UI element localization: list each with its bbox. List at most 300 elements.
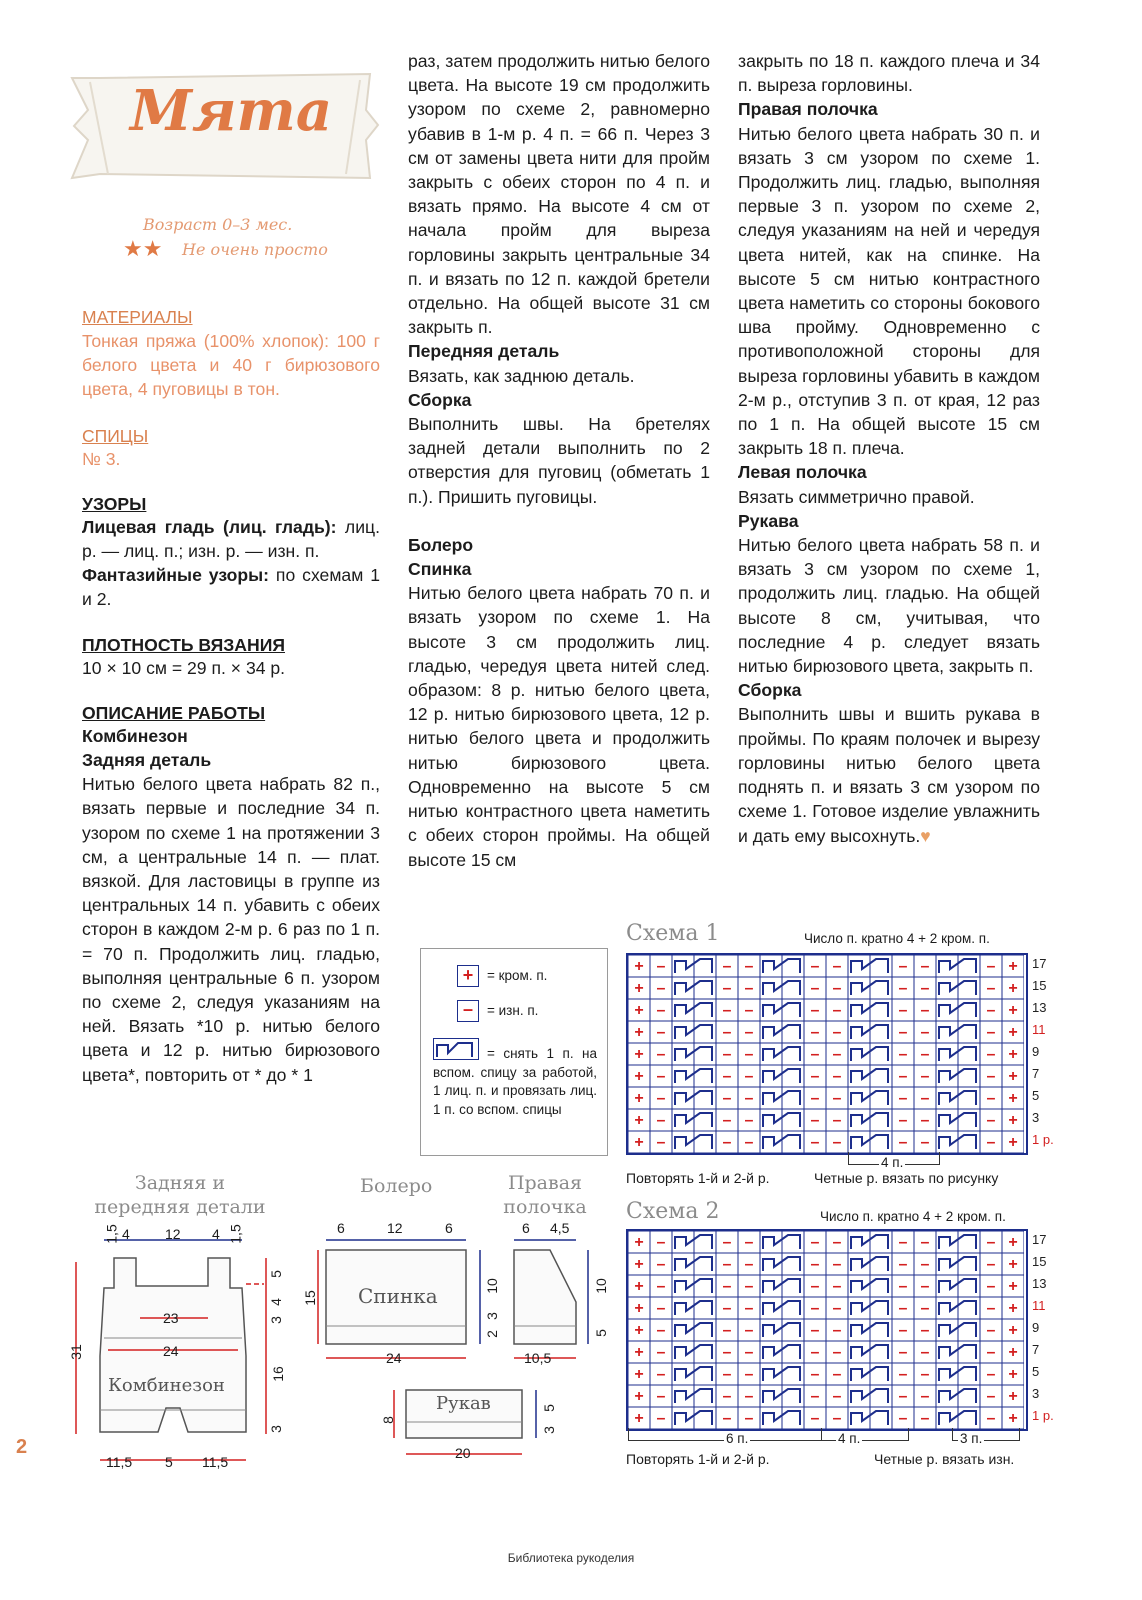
purl-cell: – — [656, 1322, 666, 1339]
edge-cell: + — [634, 1068, 644, 1085]
purl-cell: – — [810, 1024, 820, 1041]
edge-cell: + — [1008, 1112, 1018, 1129]
purl-cell: – — [986, 1300, 996, 1317]
d3-right-10: 10 — [592, 1278, 609, 1294]
purl-cell: – — [722, 980, 732, 997]
row-number: 1 р. — [1032, 1408, 1054, 1423]
purl-cell: – — [744, 980, 754, 997]
edge-cell: + — [1008, 1134, 1018, 1151]
row-number: 9 — [1032, 1044, 1040, 1059]
final-assembly-text — [738, 702, 1040, 847]
scheme2-footer-left: Повторять 1-й и 2-й р. — [626, 1451, 770, 1467]
d1-bottom-2: 5 — [165, 1454, 173, 1470]
edge-cell: + — [1008, 1410, 1018, 1427]
d1-right-5: 5 — [267, 1270, 284, 1278]
d1-right-3: 3 — [267, 1316, 284, 1324]
row-number: 11 — [1032, 1298, 1046, 1313]
d1-top-3: 12 — [165, 1226, 181, 1242]
purl-cell: – — [920, 1344, 930, 1361]
d2-height-15: 15 — [301, 1290, 318, 1306]
purl-cell: – — [744, 1344, 754, 1361]
purl-cell: – — [986, 1134, 996, 1151]
purl-cell: – — [920, 1366, 930, 1383]
purl-cell: – — [920, 1046, 930, 1063]
edge-cell: + — [1008, 980, 1018, 997]
edge-cell: + — [634, 1112, 644, 1129]
purl-cell: – — [898, 1068, 908, 1085]
edge-cell: + — [634, 1234, 644, 1251]
purl-cell: – — [810, 1234, 820, 1251]
d1-top-2: 4 — [122, 1226, 130, 1242]
edge-cell: + — [634, 1090, 644, 1107]
row-number: 5 — [1032, 1364, 1040, 1379]
purl-cell: – — [744, 1300, 754, 1317]
edge-cell: + — [1008, 1090, 1018, 1107]
purl-cell: – — [986, 1388, 996, 1405]
sleeves-heading: Рукава — [738, 510, 799, 531]
scheme1-note: Число п. кратно 4 + 2 кром. п. — [804, 931, 990, 946]
purl-cell: – — [810, 958, 820, 975]
scheme1-grid — [626, 953, 1028, 1155]
legend-edge: = кром. п. — [487, 968, 548, 983]
row-number: 17 — [1032, 1232, 1047, 1247]
purl-cell: – — [920, 1024, 930, 1041]
purl-cell: – — [986, 1002, 996, 1019]
purl-cell: – — [898, 1278, 908, 1295]
materials-text: Тонкая пряжа (100% хлопок): 100 г белого цвета и 40 г бирюзового цвета, 4 пуговицы в тон. — [82, 331, 380, 400]
d1-bottom-3: 11,5 — [202, 1454, 229, 1470]
edge-cell: + — [1008, 1256, 1018, 1273]
row-number: 7 — [1032, 1342, 1040, 1357]
purl-cell: – — [744, 1046, 754, 1063]
purl-cell: – — [832, 1112, 842, 1129]
purl-cell: – — [832, 1134, 842, 1151]
purl-cell: – — [656, 1366, 666, 1383]
purl-cell: – — [920, 1410, 930, 1427]
purl-cell: – — [986, 1278, 996, 1295]
purl-cell: – — [832, 1322, 842, 1339]
purl-cell: – — [656, 1134, 666, 1151]
purl-cell: – — [920, 980, 930, 997]
row-number: 5 — [1032, 1088, 1040, 1103]
purl-cell: – — [832, 1388, 842, 1405]
bolero-heading: Болеро — [408, 534, 474, 555]
purl-cell: – — [920, 1322, 930, 1339]
edge-cell: + — [634, 1366, 644, 1383]
assembly-text: Выполнить швы. На бретелях задней детали выполнить по 2 отверстия для пуговиц (обметать 1 п.). Пришить пуговицы. — [408, 414, 710, 507]
d2-width-24: 24 — [386, 1350, 402, 1366]
purl-cell: – — [656, 958, 666, 975]
purl-cell: – — [986, 1046, 996, 1063]
scheme1-title: Схема 1 — [626, 921, 720, 946]
scheme2-footer-right: Четные р. вязать изн. — [874, 1451, 1015, 1467]
row-number: 13 — [1032, 1000, 1047, 1015]
row-number: 1 р. — [1032, 1132, 1054, 1147]
overall-heading: Комбинезон — [82, 725, 188, 746]
purl-cell: – — [744, 1090, 754, 1107]
d3-right-5: 5 — [592, 1329, 609, 1337]
p1-rest: лиц. р. — лиц. п.; изн. р. — изн. п. — [82, 516, 380, 562]
final-assembly-body: Выполнить швы и вшить рукава в проймы. По краям полочек и вырезу горловины нитью белого цвета поднять п. и вязать 3 см узором по схеме 1. Готовое изделие увлажнить и дать ему высохнуть. — [738, 704, 1040, 846]
edge-cell: + — [1008, 1322, 1018, 1339]
row-number: 7 — [1032, 1066, 1040, 1081]
scheme1-repeat-label: 4 п. — [881, 1155, 904, 1170]
edge-cell: + — [634, 958, 644, 975]
purl-cell: – — [722, 1410, 732, 1427]
purl-cell: – — [898, 1256, 908, 1273]
scheme2-title: Схема 2 — [626, 1199, 720, 1224]
purl-cell: – — [810, 1410, 820, 1427]
edge-cell: + — [1008, 1024, 1018, 1041]
purl-cell: – — [920, 1134, 930, 1151]
d1-top-1: 1,5 — [103, 1224, 120, 1244]
back2-heading: Спинка — [408, 559, 472, 580]
row-number: 13 — [1032, 1276, 1047, 1291]
purl-cell: – — [920, 1112, 930, 1129]
purl-cell: – — [656, 1002, 666, 1019]
purl-cell: – — [920, 958, 930, 975]
purl-cell: – — [722, 1046, 732, 1063]
purl-cell: – — [898, 1344, 908, 1361]
purl-cell: – — [986, 1112, 996, 1129]
purl-cell: – — [744, 1234, 754, 1251]
d1-top-4: 4 — [212, 1226, 220, 1242]
purl-cell: – — [920, 1256, 930, 1273]
d4-right-5: 5 — [540, 1404, 557, 1412]
d4-width: 20 — [455, 1445, 471, 1461]
purl-cell: – — [920, 1068, 930, 1085]
purl-cell: – — [722, 1002, 732, 1019]
purl-cell: – — [810, 980, 820, 997]
needles-text: № 3. — [82, 448, 121, 469]
right-column — [738, 49, 1040, 848]
page-title: Мята — [130, 78, 333, 144]
p1-bold: Лицевая гладь (лиц. гладь): — [82, 516, 337, 537]
purl-cell: – — [898, 1388, 908, 1405]
patterns-heading: УЗОРЫ — [82, 493, 147, 514]
edge-cell: + — [634, 1300, 644, 1317]
middle-column — [408, 49, 710, 872]
row-number: 17 — [1032, 956, 1047, 971]
purl-cell: – — [898, 958, 908, 975]
purl-cell: – — [722, 1256, 732, 1273]
scheme2-note: Число п. кратно 4 + 2 кром. п. — [820, 1209, 1006, 1224]
left-front-text: Вязать симметрично правой. — [738, 486, 975, 507]
purl-cell: – — [810, 1344, 820, 1361]
diagram3-title: Правая полочка — [503, 1172, 587, 1218]
row-number: 15 — [1032, 978, 1047, 993]
purl-cell: – — [898, 1024, 908, 1041]
edge-cell: + — [634, 1278, 644, 1295]
edge-cell: + — [634, 1024, 644, 1041]
purl-stitch-icon: – — [457, 1000, 479, 1022]
purl-cell: – — [898, 1134, 908, 1151]
d1-bottom-1: 11,5 — [106, 1454, 133, 1470]
purl-cell: – — [656, 1234, 666, 1251]
purl-cell: – — [986, 1234, 996, 1251]
p2-rest: по схемам 1 и 2. — [82, 565, 381, 610]
purl-cell: – — [744, 1388, 754, 1405]
row-number: 9 — [1032, 1320, 1040, 1335]
edge-cell: + — [634, 1046, 644, 1063]
purl-cell: – — [722, 1300, 732, 1317]
heart-icon: ♥ — [920, 825, 931, 846]
purl-cell: – — [656, 1090, 666, 1107]
purl-cell: – — [656, 980, 666, 997]
edge-cell: + — [1008, 1300, 1018, 1317]
d1-right-4: 4 — [267, 1298, 284, 1306]
left-front-heading: Левая полочка — [738, 462, 867, 483]
back2-text: Нитью белого цвета набрать 70 п. и вязать узором по схеме 1. На высоте 3 см продолжить лиц. гладью, чередуя цвета нитей след. образом: 8 р. нитью белого цвета, 12 р. нитью бирюзового цвета, 12 р. нитью белого цвета и продолжить нитью бирюзового цвета. Одновременно на высоте 5 см нитью контрастного цвета наметить с обеих сторон проймы. На общей высоте 15 см — [408, 583, 710, 870]
purl-cell: – — [744, 1410, 754, 1427]
purl-cell: – — [656, 1388, 666, 1405]
purl-cell: – — [810, 1366, 820, 1383]
edge-cell: + — [634, 1388, 644, 1405]
front-text: Вязать, как заднюю деталь. — [408, 365, 635, 386]
purl-cell: – — [832, 1256, 842, 1273]
edge-cell: + — [634, 1134, 644, 1151]
purl-cell: – — [810, 1322, 820, 1339]
scheme2-brace-2 — [820, 1428, 909, 1441]
d2-part-label: Спинка — [358, 1284, 438, 1308]
d4-height: 8 — [379, 1416, 396, 1424]
edge-cell: + — [634, 1256, 644, 1273]
purl-cell: – — [810, 1046, 820, 1063]
back-text: Нитью белого цвета набрать 82 п., вязать первые и последние 34 п. узором по схеме 1 на протяжении 3 см, а центральные 14 п. — плат. вязкой. Для ластовицы в группе из центральных 14 п. убавить с обеих сторон в каждом 2-м р. 6 раз по 1 п. = 70 п. Продолжить лиц. гладью, выполняя центральные 6 п. узором по схеме 2, следуя указаниям на ней. Вязать *10 р. нитью белого цвета и 12 р. нитью бирюзового цвета*, повторить от * до * 1 — [82, 774, 380, 1085]
purl-cell: – — [898, 1366, 908, 1383]
purl-cell: – — [986, 1024, 996, 1041]
diagram1-title: Задняя и передняя детали — [94, 1172, 266, 1218]
footer-text: Библиотека рукоделия — [507, 1551, 635, 1565]
row-number: 3 — [1032, 1110, 1040, 1125]
row-number: 3 — [1032, 1386, 1040, 1401]
scheme1-footer-right: Четные р. вязать по рисунку — [814, 1170, 999, 1186]
purl-cell: – — [810, 1090, 820, 1107]
d1-height-31: 31 — [67, 1344, 84, 1360]
d1-right-16: 16 — [269, 1366, 286, 1382]
purl-cell: – — [898, 1112, 908, 1129]
page-number: 2 — [16, 1436, 28, 1458]
purl-cell: – — [810, 1278, 820, 1295]
purl-cell: – — [722, 1344, 732, 1361]
purl-cell: – — [744, 1322, 754, 1339]
edge-cell: + — [634, 1410, 644, 1427]
purl-cell: – — [656, 1300, 666, 1317]
purl-cell: – — [832, 1002, 842, 1019]
purl-cell: – — [656, 1256, 666, 1273]
edge-cell: + — [634, 1344, 644, 1361]
purl-cell: – — [986, 1410, 996, 1427]
purl-cell: – — [986, 958, 996, 975]
diagram1-jumpsuit — [60, 1222, 300, 1482]
left-column — [82, 307, 380, 1087]
purl-cell: – — [744, 1002, 754, 1019]
purl-cell: – — [810, 1256, 820, 1273]
purl-cell: – — [810, 1388, 820, 1405]
purl-cell: – — [810, 1300, 820, 1317]
row-number: 15 — [1032, 1254, 1047, 1269]
purl-cell: – — [986, 1366, 996, 1383]
density-heading: ПЛОТНОСТЬ ВЯЗАНИЯ — [82, 634, 285, 655]
d4-right-3: 3 — [540, 1426, 557, 1434]
legend-cable: = снять 1 п. на вспом. спицу за работой, 1 лиц. п. и провязать лиц. 1 п. со вспом. спицы — [433, 1046, 597, 1117]
purl-cell: – — [744, 1278, 754, 1295]
purl-cell: – — [656, 1068, 666, 1085]
purl-cell: – — [832, 1300, 842, 1317]
edge-cell: + — [1008, 1344, 1018, 1361]
purl-cell: – — [810, 1112, 820, 1129]
edge-cell: + — [1008, 1366, 1018, 1383]
purl-cell: – — [986, 1322, 996, 1339]
work-heading: ОПИСАНИЕ РАБОТЫ — [82, 702, 266, 723]
purl-cell: – — [810, 1002, 820, 1019]
purl-cell: – — [832, 1068, 842, 1085]
purl-cell: – — [744, 1112, 754, 1129]
purl-cell: – — [920, 1090, 930, 1107]
legend-purl: = изн. п. — [487, 1003, 539, 1018]
edge-cell: + — [1008, 1278, 1018, 1295]
purl-cell: – — [722, 1024, 732, 1041]
purl-cell: – — [898, 1046, 908, 1063]
diagram2-title: Болеро — [360, 1175, 433, 1197]
purl-cell: – — [744, 958, 754, 975]
purl-cell: – — [986, 1068, 996, 1085]
d2-right-3: 3 — [483, 1312, 500, 1320]
purl-cell: – — [986, 980, 996, 997]
purl-cell: – — [810, 1134, 820, 1151]
final-assembly-heading: Сборка — [738, 680, 802, 701]
purl-cell: – — [744, 1256, 754, 1273]
purl-cell: – — [832, 958, 842, 975]
purl-cell: – — [986, 1090, 996, 1107]
d1-width-24: 24 — [163, 1343, 179, 1359]
purl-cell: – — [832, 1366, 842, 1383]
purl-cell: – — [832, 1234, 842, 1251]
purl-cell: – — [722, 1234, 732, 1251]
p2-bold: Фантазийные узоры: — [82, 565, 270, 586]
purl-cell: – — [898, 1090, 908, 1107]
purl-cell: – — [832, 1278, 842, 1295]
d1-part-label: Комбинезон — [108, 1375, 225, 1396]
d2-top-2: 12 — [387, 1220, 403, 1236]
purl-cell: – — [986, 1344, 996, 1361]
d2-right-2: 2 — [483, 1330, 500, 1338]
purl-cell: – — [722, 1134, 732, 1151]
scheme2-grid — [626, 1229, 1028, 1431]
d2-right-10: 10 — [483, 1278, 500, 1294]
mid-text-1: раз, затем продолжить нитью белого цвета. На высоте 19 см продолжить узором по схеме 2, равномерно убавив в 1-м р. 4 п. = 66 п. Через 3 см от замены цвета нити для пройм закрыть с обеих сторон по 4 п. и вязать прямо. На высоте 4 см от начала пройм для выреза горловины закрыть центральные 34 п. и вязать по 12 п. каждой бретели отдельно. На общей высоте 31 см закрыть п. — [408, 51, 710, 338]
right-text-1: закрыть по 18 п. каждого плеча и 34 п. выреза горловины. — [738, 51, 1040, 96]
purl-cell: – — [722, 1278, 732, 1295]
sleeves-text: Нитью белого цвета набрать 58 п. и вязать 3 см узором по схеме 1, продолжить лиц. гладью. На общей высоте 8 см, учитывая, что последние 4 р. следует вязать нитью бирюзового цвета, закрыть п. — [738, 535, 1040, 677]
right-front-text: Нитью белого цвета набрать 30 п. и вязать 3 см узором по схеме 1. Продолжить лиц. гладью, выполняя первые 3 п. узором по схеме 2, следуя указаниям на ней и чередуя цвета нитей, как на спинке. На высоте 5 см нитью контрастного цвета наметить со стороны бокового шва пройму. Одновременно с противоположной стороны для выреза горловины убавить в каждом 2-м р., отступив 3 п. от края, 12 раз по 1 п. На общей высоте 15 см закрыть 18 п. плеча. — [738, 123, 1040, 459]
d1-width-23: 23 — [163, 1310, 179, 1326]
purl-cell: – — [744, 1024, 754, 1041]
front-heading: Передняя деталь — [408, 341, 560, 362]
purl-cell: – — [656, 1046, 666, 1063]
d3-width: 10,5 — [524, 1350, 552, 1366]
legend-box — [420, 948, 608, 1156]
scheme2-brace-2-label: 4 п. — [838, 1431, 861, 1446]
d2-top-1: 6 — [337, 1220, 345, 1236]
purl-cell: – — [722, 1090, 732, 1107]
density-text: 10 × 10 см = 29 п. × 34 р. — [82, 657, 286, 678]
purl-cell: – — [744, 1366, 754, 1383]
purl-cell: – — [656, 1344, 666, 1361]
purl-cell: – — [722, 1112, 732, 1129]
edge-cell: + — [1008, 1068, 1018, 1085]
edge-stitch-icon: + — [457, 965, 479, 987]
purl-cell: – — [832, 1024, 842, 1041]
purl-cell: – — [810, 1068, 820, 1085]
stars-icon: ★★ — [123, 236, 163, 261]
patterns-text-2 — [82, 563, 380, 611]
purl-cell: – — [898, 1002, 908, 1019]
purl-cell: – — [744, 1068, 754, 1085]
edge-cell: + — [1008, 1046, 1018, 1063]
back-heading: Задняя деталь — [82, 750, 212, 771]
purl-cell: – — [920, 1300, 930, 1317]
purl-cell: – — [920, 1002, 930, 1019]
edge-cell: + — [634, 980, 644, 997]
d2-top-3: 6 — [445, 1220, 453, 1236]
purl-cell: – — [832, 1410, 842, 1427]
right-front-heading: Правая полочка — [738, 99, 878, 120]
d1-top-5: 1,5 — [227, 1224, 244, 1244]
age-label: Возраст 0–3 мес. — [143, 215, 293, 234]
purl-cell: – — [722, 1366, 732, 1383]
purl-cell: – — [832, 1046, 842, 1063]
purl-cell: – — [656, 1410, 666, 1427]
needles-heading: СПИЦЫ — [82, 425, 149, 446]
d4-part-label: Рукав — [436, 1393, 491, 1414]
purl-cell: – — [920, 1388, 930, 1405]
edge-cell: + — [634, 1322, 644, 1339]
purl-cell: – — [898, 1234, 908, 1251]
purl-cell: – — [722, 1322, 732, 1339]
d1-right-3b: 3 — [267, 1425, 284, 1433]
purl-cell: – — [986, 1256, 996, 1273]
purl-cell: – — [744, 1134, 754, 1151]
purl-cell: – — [920, 1234, 930, 1251]
purl-cell: – — [832, 1090, 842, 1107]
purl-cell: – — [832, 1344, 842, 1361]
difficulty-label: Не очень просто — [182, 240, 328, 259]
purl-cell: – — [898, 980, 908, 997]
purl-cell: – — [898, 1410, 908, 1427]
materials-heading: МАТЕРИАЛЫ — [82, 307, 193, 327]
scheme1-footer-left: Повторять 1-й и 2-й р. — [626, 1170, 770, 1186]
purl-cell: – — [832, 980, 842, 997]
purl-cell: – — [722, 1388, 732, 1405]
scheme2-brace-3-label: 3 п. — [960, 1431, 983, 1446]
purl-cell: – — [722, 1068, 732, 1085]
edge-cell: + — [1008, 1002, 1018, 1019]
purl-cell: – — [898, 1300, 908, 1317]
edge-cell: + — [1008, 1388, 1018, 1405]
d3-top-1: 6 — [522, 1220, 530, 1236]
purl-cell: – — [656, 1024, 666, 1041]
purl-cell: – — [920, 1278, 930, 1295]
edge-cell: + — [1008, 1234, 1018, 1251]
purl-cell: – — [656, 1112, 666, 1129]
scheme2-brace-1-label: 6 п. — [726, 1431, 749, 1446]
purl-cell: – — [722, 958, 732, 975]
purl-cell: – — [898, 1322, 908, 1339]
edge-cell: + — [1008, 958, 1018, 975]
edge-cell: + — [634, 1002, 644, 1019]
row-number: 11 — [1032, 1022, 1046, 1037]
